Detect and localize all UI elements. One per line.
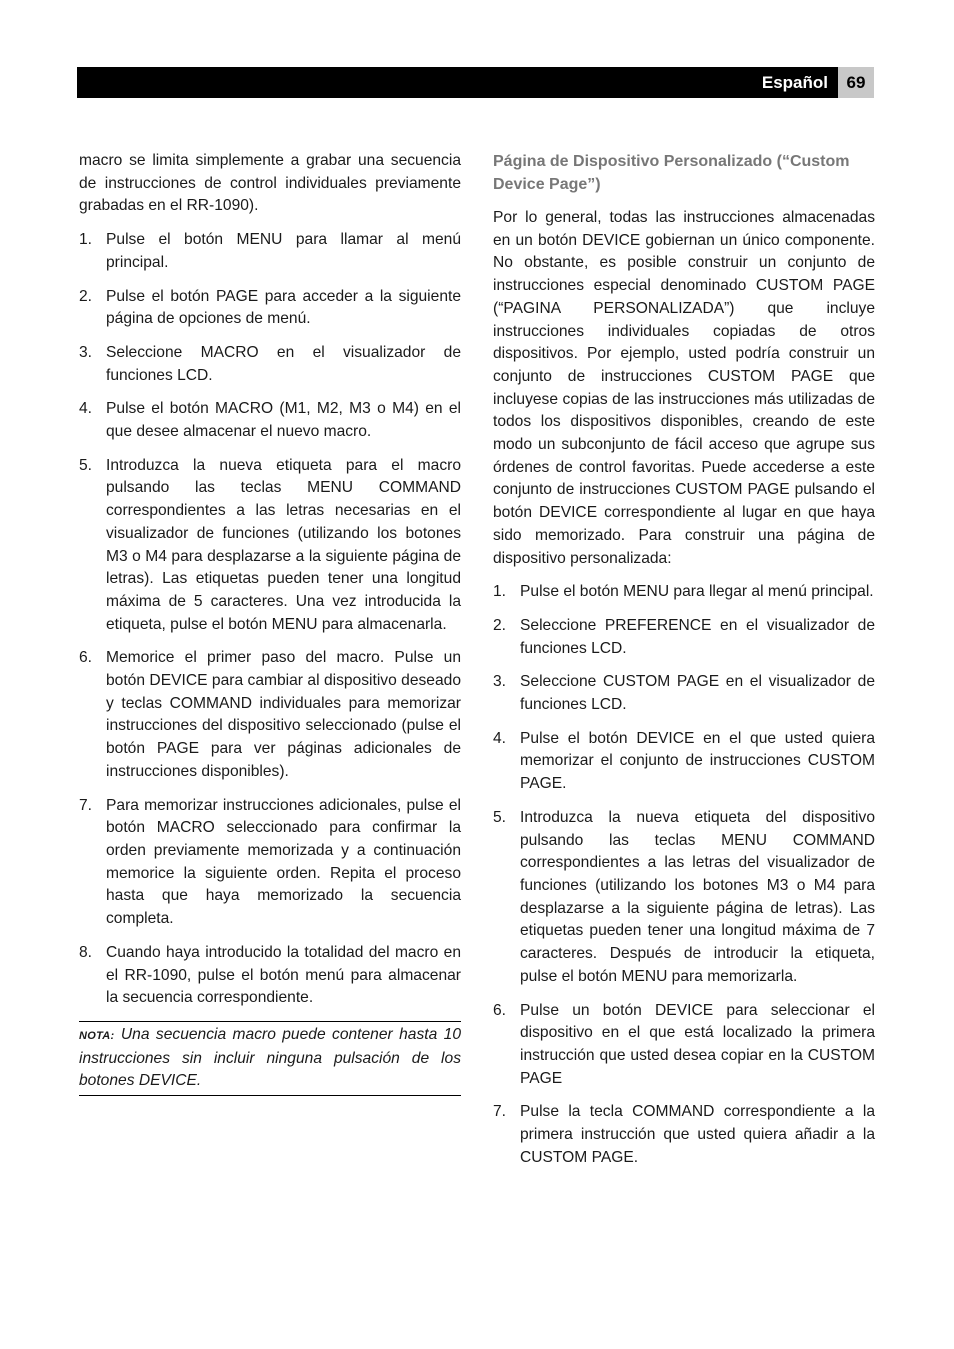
step-number: 7. bbox=[79, 796, 93, 814]
list-item bbox=[79, 286, 461, 331]
step-text: Memorice el primer paso del macro. Pulse un botón DEVICE para cambiar al dispositivo deseado y teclas COMMAND individuales para memorizar instrucciones del dispositivo seleccionado (pulse el botón PAGE para ver páginas adicionales de instrucciones disponibles). bbox=[106, 649, 461, 780]
page-number: 69 bbox=[838, 67, 874, 98]
left-column bbox=[79, 150, 461, 1096]
step-number: 5. bbox=[493, 808, 507, 826]
step-number: 2. bbox=[493, 616, 507, 634]
step-text: Pulse el botón MENU para llamar al menú principal. bbox=[106, 231, 461, 271]
step-number: 4. bbox=[79, 400, 93, 418]
step-number: 4. bbox=[493, 729, 507, 747]
list-item bbox=[79, 229, 461, 274]
step-text: Pulse la tecla COMMAND correspondiente a la primera instrucción que usted quiera añadir a la CUSTOM PAGE. bbox=[520, 1103, 875, 1166]
step-text: Cuando haya introducido la totalidad del macro en el RR-1090, pulse el botón menú para almacenar la secuencia correspondiente. bbox=[106, 943, 461, 1007]
step-number: 8. bbox=[79, 943, 93, 961]
step-number: 5. bbox=[79, 456, 93, 474]
step-text: Pulse el botón MENU para llegar al menú principal. bbox=[520, 583, 874, 601]
step-text: Pulse el botón DEVICE en el que usted quiera memorizar el conjunto de instrucciones CUSTOM PAGE. bbox=[520, 729, 875, 793]
list-item bbox=[493, 1000, 875, 1091]
step-number: 6. bbox=[493, 1001, 507, 1019]
list-item bbox=[493, 581, 875, 604]
step-text: Seleccione MACRO en el visualizador de funciones LCD. bbox=[106, 343, 461, 384]
macro-steps-list bbox=[79, 229, 461, 1010]
list-item bbox=[493, 671, 875, 716]
step-number: 1. bbox=[493, 583, 507, 601]
step-number: 3. bbox=[493, 673, 507, 691]
left-intro-paragraph: macro se limita simplemente a grabar una secuencia de instrucciones de control individuales previamente grabadas en el RR-1090). bbox=[79, 152, 461, 215]
step-number: 6. bbox=[79, 649, 93, 667]
step-text: Seleccione PREFERENCE en el visualizador de funciones LCD. bbox=[520, 616, 875, 657]
list-item bbox=[79, 647, 461, 783]
step-text: Pulse un botón DEVICE para seleccionar el dispositivo en el que está localizado la primera instrucción que usted desea copiar en la CUSTOM PAGE bbox=[520, 1001, 875, 1087]
page-header-bar bbox=[77, 67, 874, 98]
custom-page-steps-list bbox=[493, 581, 875, 1169]
step-number: 1. bbox=[79, 231, 93, 249]
step-text: Introduzca la nueva etiqueta para el macro pulsando las teclas MENU COMMAND correspondientes a las letras necesarias en el visualizador de funciones (utilizando los botones M3 o M4 para desplazarse a la siguiente página de letras). Las etiquetas pueden tener una longitud máxima de 5 caracteres. Una vez introducida la etiqueta, pulse el botón MENU para almacenarla. bbox=[106, 456, 461, 633]
step-text: Seleccione CUSTOM PAGE en el visualizador de funciones LCD. bbox=[520, 673, 875, 714]
step-text: Para memorizar instrucciones adicionales, pulse el botón MACRO seleccionado para confirmar la orden previamente memorizada y a continuación memorice la siguiente orden. Repita el proceso hasta que haya memorizado la secuencia completa. bbox=[106, 796, 461, 928]
list-item bbox=[79, 342, 461, 387]
note-box bbox=[79, 1021, 461, 1096]
step-text: Pulse el botón MACRO (M1, M2, M3 o M4) en el que desee almacenar el nuevo macro. bbox=[106, 400, 461, 441]
step-text: Pulse el botón PAGE para acceder a la siguiente página de opciones de menú. bbox=[106, 287, 461, 328]
step-number: 7. bbox=[493, 1103, 507, 1121]
list-item bbox=[79, 398, 461, 443]
right-intro-paragraph: Por lo general, todas las instrucciones almacenadas en un botón DEVICE gobiernan un único componente. No obstante, es posible construir un conjunto de instrucciones especial denominado CUSTOM PAGE (“PAGINA PERSONALIZADA”) que incluye instrucciones individuales copiadas de otros dispositivos. Por ejemplo, usted podría construir un conjunto de instrucciones CUSTOM PAGE que incluyese copias de las instrucciones más utilizadas de todos los dispositivos disponibles, creando de este modo un subconjunto de fácil acceso que agrupe sus órdenes de control favoritas. Puede accederse a este conjunto de instrucciones CUSTOM PAGE pulsando el botón DEVICE correspondiente al lugar en que haya sido memorizado. Para construir una página de dispositivo personalizada: bbox=[493, 209, 875, 567]
section-heading: Página de Dispositivo Personalizado (“Custom Device Page”) bbox=[493, 153, 850, 193]
list-item bbox=[79, 455, 461, 637]
right-column bbox=[493, 150, 875, 1180]
list-item bbox=[79, 942, 461, 1010]
list-item bbox=[79, 795, 461, 931]
header-language: Español bbox=[761, 73, 828, 92]
step-number: 2. bbox=[79, 287, 93, 305]
list-item bbox=[493, 807, 875, 989]
note-label: NOTA: bbox=[79, 1029, 115, 1042]
list-item bbox=[493, 1101, 875, 1169]
step-text: Introduzca la nueva etiqueta del dispositivo pulsando las teclas MENU COMMAND correspondientes a las letras del visualizador de funciones (utilizando los botones M3 o M4 para desplazarse a la siguiente página de letras). Las etiquetas pueden tener una longitud máxima de 7 caracteres. Después de introducir la etiqueta, pulse el botón MENU para memorizarla. bbox=[520, 808, 875, 985]
step-number: 3. bbox=[79, 343, 93, 361]
note-text: Una secuencia macro puede contener hasta 10 instrucciones sin incluir ninguna pulsación de los botones DEVICE. bbox=[79, 1025, 461, 1090]
list-item bbox=[493, 728, 875, 796]
list-item bbox=[493, 615, 875, 660]
